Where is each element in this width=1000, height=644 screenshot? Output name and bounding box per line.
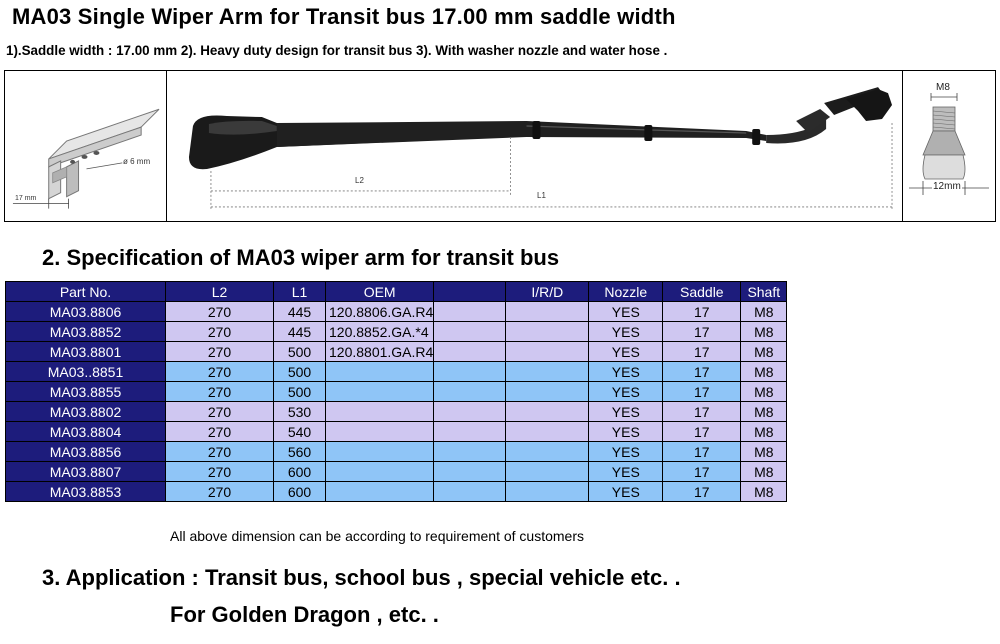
part-no-cell: MA03.8855: [6, 382, 166, 402]
customization-note: All above dimension can be according to requirement of customers: [170, 528, 584, 544]
ird-cell: [506, 302, 589, 322]
l1-cell: 600: [274, 482, 326, 502]
nozzle-cell: YES: [589, 382, 663, 402]
part-no-cell: MA03.8852: [6, 322, 166, 342]
ird-cell: [506, 402, 589, 422]
oem-cell: [326, 362, 434, 382]
saddle-cell: 17: [663, 342, 741, 362]
shaft-cell: M8: [741, 362, 787, 382]
feature-list: 1).Saddle width : 17.00 mm 2). Heavy duty design for transit bus 3). With washer nozzle and water hose .: [6, 43, 668, 58]
table-row: [6, 322, 787, 342]
part-no-cell: MA03.8806: [6, 302, 166, 322]
nozzle-cell: YES: [589, 342, 663, 362]
oem-cell: [326, 382, 434, 402]
nozzle-cell: YES: [589, 402, 663, 422]
saddle-cell: 17: [663, 322, 741, 342]
nozzle-cell: YES: [589, 442, 663, 462]
oem-cell: [326, 422, 434, 442]
oem-extra-cell: [434, 422, 506, 442]
oem-extra-cell: [434, 482, 506, 502]
shaft-cell: M8: [741, 382, 787, 402]
l2-cell: 270: [166, 302, 274, 322]
shaft-cell: M8: [741, 342, 787, 362]
table-row: [6, 362, 787, 382]
part-no-cell: MA03.8804: [6, 422, 166, 442]
nozzle-cell: YES: [589, 322, 663, 342]
oem-extra-cell: [434, 322, 506, 342]
l1-cell: 500: [274, 382, 326, 402]
table-row: [6, 482, 787, 502]
shaft-cell: M8: [741, 302, 787, 322]
col-oem-extra: [434, 282, 506, 302]
shaft-drawing: [903, 71, 995, 221]
oem-extra-cell: [434, 462, 506, 482]
saddle-cell: 17: [663, 402, 741, 422]
ird-cell: [506, 462, 589, 482]
l1-cell: 445: [274, 322, 326, 342]
saddle-cell: 17: [663, 482, 741, 502]
oem-extra-cell: [434, 302, 506, 322]
table-row: [6, 302, 787, 322]
l1-cell: 540: [274, 422, 326, 442]
col-oem: OEM: [326, 282, 434, 302]
oem-extra-cell: [434, 382, 506, 402]
l1-cell: 500: [274, 362, 326, 382]
l2-cell: 270: [166, 442, 274, 462]
col-shaft: Shaft: [741, 282, 787, 302]
col-part-no: Part No.: [6, 282, 166, 302]
shaft-cell: M8: [741, 422, 787, 442]
oem-extra-cell: [434, 342, 506, 362]
saddle-cell: 17: [663, 442, 741, 462]
saddle-cell: 17: [663, 462, 741, 482]
shaft-cell: M8: [741, 482, 787, 502]
table-row: [6, 342, 787, 362]
l2-cell: 270: [166, 422, 274, 442]
l1-cell: 530: [274, 402, 326, 422]
col-l1: L1: [274, 282, 326, 302]
ird-cell: [506, 382, 589, 402]
part-no-cell: MA03..8851: [6, 362, 166, 382]
shaft-cell: M8: [741, 462, 787, 482]
nozzle-cell: YES: [589, 482, 663, 502]
ird-cell: [506, 442, 589, 462]
shaft-cell: M8: [741, 442, 787, 462]
l2-cell: 270: [166, 322, 274, 342]
oem-extra-cell: [434, 402, 506, 422]
table-row: [6, 442, 787, 462]
product-image-row: [4, 70, 996, 222]
l2-cell: 270: [166, 402, 274, 422]
saddle-cell: 17: [663, 302, 741, 322]
l2-cell: 270: [166, 462, 274, 482]
l1-cell: 445: [274, 302, 326, 322]
table-row: [6, 382, 787, 402]
oem-cell: 120.8852.GA.*4: [326, 322, 434, 342]
oem-cell: 120.8801.GA.R4: [326, 342, 434, 362]
oem-extra-cell: [434, 442, 506, 462]
l1-dimension-label: L1: [537, 191, 546, 200]
spec-table: [5, 281, 787, 502]
oem-cell: [326, 442, 434, 462]
saddle-width-label: 17 mm: [15, 195, 37, 202]
ird-cell: [506, 482, 589, 502]
oem-cell: 120.8806.GA.R4: [326, 302, 434, 322]
col-saddle: Saddle: [663, 282, 741, 302]
table-row: [6, 402, 787, 422]
l1-cell: 600: [274, 462, 326, 482]
oem-cell: [326, 482, 434, 502]
l1-cell: 500: [274, 342, 326, 362]
saddle-cell: 17: [663, 422, 741, 442]
ird-cell: [506, 322, 589, 342]
hole-diameter-label: ø 6 mm: [123, 157, 151, 166]
saddle-cell: 17: [663, 362, 741, 382]
table-row: [6, 462, 787, 482]
part-no-cell: MA03.8853: [6, 482, 166, 502]
saddle-drawing: [5, 71, 167, 221]
l2-dimension-label: L2: [355, 176, 364, 185]
l2-cell: 270: [166, 362, 274, 382]
l2-cell: 270: [166, 482, 274, 502]
nozzle-cell: YES: [589, 462, 663, 482]
oem-cell: [326, 402, 434, 422]
application-line: 3. Application : Transit bus, school bus , special vehicle etc. .: [42, 565, 681, 590]
part-no-cell: MA03.8807: [6, 462, 166, 482]
ird-cell: [506, 342, 589, 362]
col-l2: L2: [166, 282, 274, 302]
table-row: [6, 422, 787, 442]
page-title: MA03 Single Wiper Arm for Transit bus 17.00 mm saddle width: [12, 4, 676, 29]
application-customer-line: For Golden Dragon , etc. .: [170, 602, 439, 627]
l1-cell: 560: [274, 442, 326, 462]
shaft-thread-label: M8: [936, 82, 950, 93]
shaft-cell: M8: [741, 322, 787, 342]
l2-cell: 270: [166, 342, 274, 362]
spec-header-row: [6, 282, 787, 302]
ird-cell: [506, 422, 589, 442]
ird-cell: [506, 362, 589, 382]
saddle-cell: 17: [663, 382, 741, 402]
wiper-arm-drawing: [167, 71, 903, 221]
l2-cell: 270: [166, 382, 274, 402]
nozzle-cell: YES: [589, 302, 663, 322]
part-no-cell: MA03.8856: [6, 442, 166, 462]
col-ird: I/R/D: [506, 282, 589, 302]
shaft-diameter-label: 12mm: [933, 181, 961, 192]
nozzle-cell: YES: [589, 422, 663, 442]
shaft-cell: M8: [741, 402, 787, 422]
col-nozzle: Nozzle: [589, 282, 663, 302]
part-no-cell: MA03.8802: [6, 402, 166, 422]
spec-section-title: 2. Specification of MA03 wiper arm for transit bus: [42, 245, 560, 270]
nozzle-cell: YES: [589, 362, 663, 382]
oem-cell: [326, 462, 434, 482]
part-no-cell: MA03.8801: [6, 342, 166, 362]
oem-extra-cell: [434, 362, 506, 382]
